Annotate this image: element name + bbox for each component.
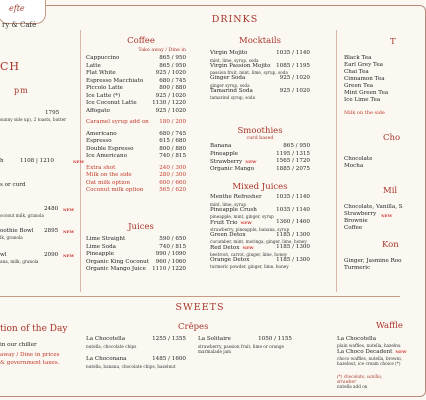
item-price: 990 / 1090 xyxy=(155,251,186,257)
item-price: 1485 / 1600 xyxy=(152,356,186,362)
logo-text: efte xyxy=(9,4,25,13)
menu-row xyxy=(86,356,186,364)
item-price: 740 / 815 xyxy=(159,153,186,159)
item-name: Double Espresso xyxy=(86,145,134,152)
menu-row xyxy=(337,348,407,356)
menu-row xyxy=(210,151,310,159)
item-desc: plain waffles, nutella, hazelnu xyxy=(337,343,401,348)
smoothie-list xyxy=(210,143,310,173)
waffle-note: (*) chocolate, vanilla, strawber xyxy=(337,374,383,384)
item-desc: beetroot, carrot, ginger, lime, honey xyxy=(210,251,288,257)
menu-row: Cinnamon Tea xyxy=(344,76,385,82)
coffee-section xyxy=(86,36,186,195)
item-name: La Chocotella xyxy=(86,336,126,342)
price: 2895 xyxy=(44,228,59,234)
section-subtitle: curd based xyxy=(246,136,274,141)
item-desc: pineapple, mint, ginger, syrup xyxy=(210,214,274,219)
item-price: 1130 / 1220 xyxy=(152,100,186,106)
item-name: Organic King Coconut xyxy=(86,258,150,265)
coffee-list xyxy=(86,55,186,195)
item-name: La Choconana xyxy=(86,356,127,362)
item-name: Banana xyxy=(210,143,232,149)
item-name: Organic Mango xyxy=(210,165,255,172)
item-name: Oat milk option xyxy=(86,179,130,186)
item-name: La Chocotella xyxy=(337,336,377,342)
menu-row xyxy=(86,266,186,274)
price: 2480 xyxy=(44,206,59,212)
crepe-item xyxy=(86,356,186,369)
menu-row xyxy=(210,88,310,96)
mixed-juices-section xyxy=(210,182,310,269)
milkshake-title: Mil xyxy=(383,186,398,196)
menu-row: Coffee xyxy=(344,225,363,231)
item-desc: ginger syrup, soda xyxy=(210,82,250,88)
item-price: 565 / 620 xyxy=(159,187,186,193)
item-name: Virgin Passion Mojito xyxy=(210,62,271,69)
item-price: 925 / 1020 xyxy=(155,107,186,114)
item-price: 1185 / 1300 xyxy=(276,231,310,238)
menu-row: Chocolate xyxy=(344,156,373,162)
price-header: Take away / Dine in xyxy=(138,48,186,53)
item-name: Ginger Soda xyxy=(210,75,246,81)
item-price: 280 / 300 xyxy=(159,172,186,178)
item-name: Ice Coconut Latte xyxy=(86,100,137,106)
item-name: Caramel syrup add on xyxy=(86,119,149,125)
menu-row xyxy=(86,236,186,244)
menu-row: Ice Lime Tea xyxy=(344,97,381,103)
item-name: Flat White xyxy=(86,70,116,76)
item-name: Pineapple xyxy=(86,251,115,257)
milk-note: Milk on the side xyxy=(344,110,385,116)
menu-row xyxy=(210,63,310,71)
menu-row xyxy=(86,336,186,344)
item-price: 1035 / 1140 xyxy=(276,206,310,213)
item-name: wl xyxy=(0,252,7,258)
item-name: Pineapple Crush xyxy=(210,206,257,213)
menu-row xyxy=(86,131,186,139)
item-desc: choco waffles, nutella, browni, hazelnut, ice cream choice (*) xyxy=(337,356,402,366)
mixed-juice-list xyxy=(210,194,310,269)
kombucha-list xyxy=(344,258,402,272)
brand-tagline: ry & Café xyxy=(2,21,37,29)
item-desc: mint, lime, syrup xyxy=(210,201,247,207)
item-name: Strawberry xyxy=(210,159,243,165)
item-price: 865 / 950 xyxy=(159,55,186,61)
item-price: 1360 / 1460 xyxy=(276,219,310,225)
item-desc: nutella, banana, chocolate chips, hazelnut xyxy=(86,363,176,369)
menu-row xyxy=(337,336,407,343)
menu-row xyxy=(86,70,186,78)
section-title: Coffee xyxy=(127,36,155,46)
item-price: 865 / 950 xyxy=(283,143,310,149)
menu-row: Ginger, Jasmine Roo xyxy=(344,258,402,264)
menu-row xyxy=(86,119,186,127)
item-price: 1110 / 1220 xyxy=(152,266,186,272)
info-text: in our chiller xyxy=(0,342,37,348)
menu-row xyxy=(86,146,186,154)
item-desc: turmeric powder, ginger, lime, honey xyxy=(210,264,289,269)
item-name: Espresso xyxy=(86,138,112,144)
menu-row xyxy=(86,180,186,188)
menu-row: Mocha xyxy=(344,163,364,169)
item-name: La Choco Decadent xyxy=(337,349,393,355)
chocolate-title: Cho xyxy=(383,133,401,143)
section-title: Smoothies xyxy=(237,126,283,136)
menu-row: Chocolate, Vanilla, S xyxy=(344,204,403,210)
item-name: Ice Americano xyxy=(86,153,127,159)
new-badge: NEW xyxy=(240,220,252,225)
column-divider xyxy=(336,30,337,292)
menu-row xyxy=(86,55,186,63)
item-price: 1885 / 2075 xyxy=(276,165,310,172)
mocktails-section xyxy=(210,36,310,100)
menu-row xyxy=(86,165,186,173)
item-name: La Solitaire xyxy=(198,336,231,342)
item-price: 1035 / 1140 xyxy=(276,194,310,200)
juices-section xyxy=(86,222,186,274)
time-label: pm xyxy=(14,86,29,95)
mocktail-list xyxy=(210,50,310,100)
menu-row: Turmeric xyxy=(344,265,371,271)
item-name: Piccolo Latte xyxy=(86,85,123,91)
item-price: 925 / 1020 xyxy=(279,75,310,81)
item-desc: mint, lime, syrup, soda xyxy=(210,57,259,63)
menu-row xyxy=(86,244,186,252)
menu-row xyxy=(86,100,186,108)
item-name: Ice Latte (*) xyxy=(86,92,121,99)
item-name: oothie Bowl xyxy=(0,228,34,234)
item-price: 1035 / 1140 xyxy=(276,50,310,56)
crepes-title: Crêpes xyxy=(178,322,209,332)
item-name: Espresso Macchiato xyxy=(86,77,144,84)
tea-title: T xyxy=(390,37,396,47)
menu-row xyxy=(86,187,186,195)
item-name: Lime Soda xyxy=(86,243,117,250)
item-name: Americano xyxy=(86,130,117,137)
menu-row xyxy=(86,172,186,180)
menu-row: Green Tea xyxy=(344,83,374,89)
item-price: 600 / 660 xyxy=(159,179,186,186)
menu-row xyxy=(86,259,186,267)
menu-row xyxy=(86,138,186,146)
waffle-note: nutella add on xyxy=(337,384,368,389)
item-price: 1050 / 1155 xyxy=(258,336,292,342)
suggestion-title: tion of the Day xyxy=(0,324,68,334)
new-badge: NEW xyxy=(242,245,254,250)
menu-row: Strawberry xyxy=(344,211,377,217)
menu-row xyxy=(210,219,310,227)
price: 2090 xyxy=(44,252,59,258)
item-name: Lime Straight xyxy=(86,236,126,242)
menu-row xyxy=(198,336,292,344)
item-price: 800 / 880 xyxy=(159,145,186,152)
item-name: s or curd xyxy=(0,182,26,188)
item-price: 1195 / 1315 xyxy=(276,150,310,157)
waffle-list xyxy=(337,336,407,366)
item-price: 680 / 745 xyxy=(159,77,186,84)
item-desc: passion fruit, mint, lime, syrup, soda xyxy=(210,70,288,75)
price: 1795 xyxy=(45,110,60,116)
item-name: h xyxy=(0,158,4,164)
new-badge: NEW xyxy=(63,229,75,234)
item-price: 1565 / 1720 xyxy=(276,158,310,164)
lunch-title: CH xyxy=(0,60,21,73)
item-name: Affogato xyxy=(86,107,110,114)
menu-row xyxy=(210,194,310,202)
menu-row xyxy=(210,50,310,58)
item-name: Green Detox xyxy=(210,231,246,238)
new-badge: NEW xyxy=(245,159,257,164)
item-price: 240 / 300 xyxy=(159,164,186,171)
item-price: 800 / 880 xyxy=(159,85,186,91)
item-desc: ana, milk, granola xyxy=(0,259,39,264)
menu-row xyxy=(210,143,310,151)
kombucha-title: Kon xyxy=(382,240,399,250)
item-desc: strawberry, pineapple, banana, syrup xyxy=(210,226,290,232)
section-title: Mocktails xyxy=(238,36,281,46)
item-name: Tamarind Soda xyxy=(210,87,253,94)
item-price: 865 / 950 xyxy=(159,62,186,69)
menu-row: Black Tea xyxy=(344,55,372,61)
item-price: 180 / 200 xyxy=(159,119,186,125)
menu-row xyxy=(210,232,310,240)
item-price: 1185 / 1300 xyxy=(276,244,310,250)
item-name: Coconut milk option xyxy=(86,187,144,193)
section-title: Juices xyxy=(128,222,154,232)
item-price: 925 / 1020 xyxy=(279,87,310,94)
item-price: 1255 / 1355 xyxy=(152,336,186,342)
new-badge: NEW xyxy=(381,213,393,218)
item-name: Virgin Mojito xyxy=(210,50,248,56)
info-text: & government taxes. xyxy=(0,360,60,366)
crepe-item xyxy=(198,336,292,354)
new-badge: NEW xyxy=(63,253,75,258)
item-desc: nutella, chocolate chips xyxy=(86,343,137,349)
item-name: Menthe Refresher xyxy=(210,194,262,200)
menu-row xyxy=(210,207,310,215)
menu-row: Chai Tea xyxy=(344,69,369,75)
smoothies-section xyxy=(210,126,310,173)
new-badge: NEW xyxy=(63,207,75,212)
menu-row xyxy=(86,63,186,71)
menu-row xyxy=(86,153,186,161)
item-price: 1185 / 1300 xyxy=(276,256,310,263)
menu-row xyxy=(86,78,186,86)
item-desc: sunny side up), 2 toasts, butter xyxy=(0,117,67,122)
item-desc: oconut milk, granola xyxy=(0,213,44,218)
menu-row xyxy=(210,158,310,166)
item-price: 680 / 745 xyxy=(159,130,186,137)
section-title: Mixed Juices xyxy=(232,182,288,192)
item-name: Pineapple xyxy=(210,150,239,157)
item-price: 1085 / 1195 xyxy=(276,62,310,69)
crepe-item xyxy=(86,336,186,349)
item-price: 740 / 815 xyxy=(159,243,186,250)
item-desc: cucumber, mint, moringa, ginger, lime, honey xyxy=(210,239,307,244)
menu-row xyxy=(210,257,310,265)
menu-row: Earl Grey Tea xyxy=(344,62,383,68)
item-name: Cappuccino xyxy=(86,55,120,61)
sweets-title: SWEETS xyxy=(175,302,225,313)
menu-row xyxy=(86,85,186,93)
menu-row xyxy=(210,166,310,174)
item-desc: strawberry, passion fruit, lime or orange marmalade jam xyxy=(198,343,285,354)
item-price: 590 / 650 xyxy=(159,236,186,242)
info-text: away / Dine in prices xyxy=(0,352,60,358)
menu-row xyxy=(210,75,310,83)
sweets-divider xyxy=(0,296,400,297)
drinks-title: DRINKS xyxy=(211,14,259,25)
item-price: 960 / 1060 xyxy=(155,258,186,265)
item-name: Extra shot xyxy=(86,164,116,171)
item-price: 615 / 680 xyxy=(159,138,186,144)
menu-row: Brownie xyxy=(344,218,368,224)
item-name: Fruit Trio xyxy=(210,220,238,226)
menu-row xyxy=(86,93,186,101)
waffles-title: Waffle xyxy=(376,321,403,331)
tea-list xyxy=(344,55,388,104)
menu-row xyxy=(86,108,186,116)
juice-list xyxy=(86,236,186,274)
item-name: Milk on the side xyxy=(86,172,132,178)
new-badge: NEW xyxy=(395,349,407,354)
item-name: Latte xyxy=(86,62,101,69)
menu-row xyxy=(210,244,310,252)
item-price: 925 / 1020 xyxy=(155,70,186,76)
item-desc: lk, granola xyxy=(0,235,23,240)
chocolate-list xyxy=(344,156,372,170)
new-badge: NEW xyxy=(73,159,85,164)
item-name: Red Detox xyxy=(210,245,240,251)
item-name: Organic Mango Juice xyxy=(86,266,146,272)
item-price: 925 / 1020 xyxy=(155,92,186,99)
item-desc: tamarind syrup, soda xyxy=(210,95,256,100)
price: 1108 | 1210 xyxy=(20,158,54,164)
menu-row xyxy=(86,251,186,259)
milkshake-list xyxy=(344,204,403,232)
item-name: Orange Detox xyxy=(210,256,250,263)
menu-row: Mint Green Tea xyxy=(344,90,389,96)
